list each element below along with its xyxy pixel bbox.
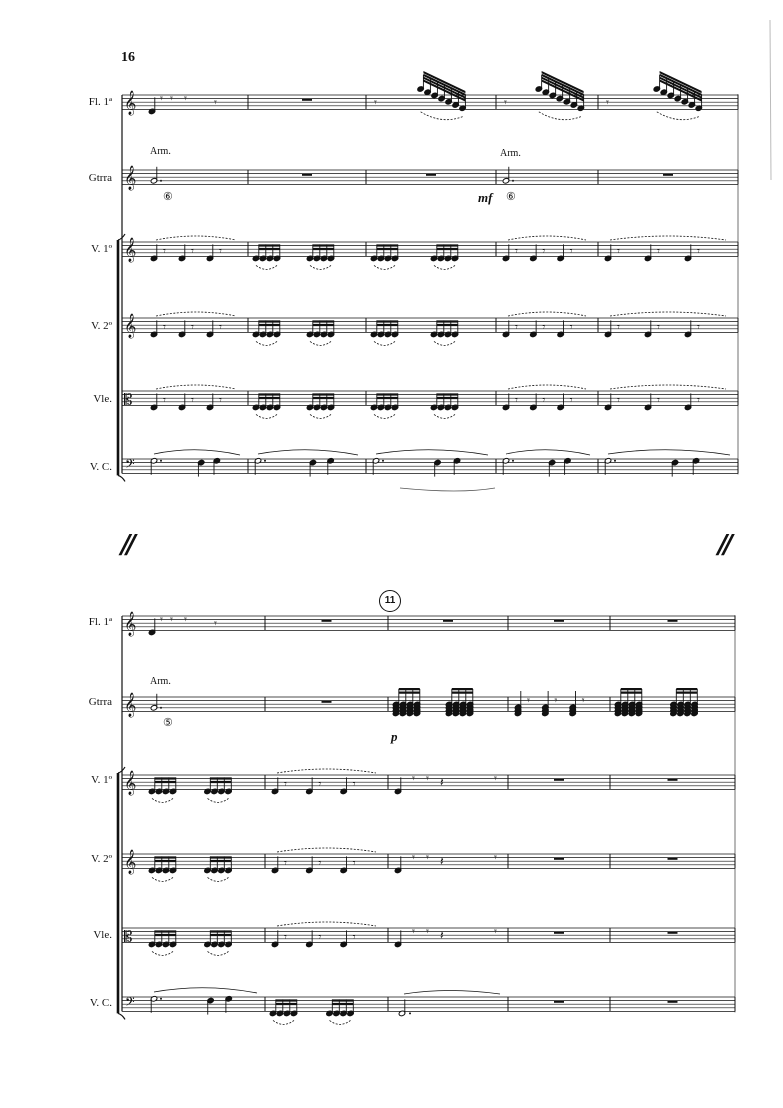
instrument-label-violin-2: V. 2º [91,320,112,332]
eighth-rest: 𝄾 [163,393,166,407]
slur [376,450,488,455]
eighth-rest: 𝄾 [581,694,585,708]
system-separator-right: // [718,530,729,560]
eighth-rest: 𝄾 [617,320,620,334]
beam [377,324,398,326]
beam [259,393,280,395]
slur [256,341,277,345]
slur [152,798,173,802]
whole-rest [302,174,312,176]
beam [452,688,473,690]
instrument-label-viola: Vle. [93,929,112,941]
eighth-rest: 𝄾 [542,244,546,258]
eighth-rest: 𝄾 [494,772,497,786]
treble-clef-icon: 𝄞 [124,90,137,115]
whole-rest [554,1001,564,1003]
slur [539,112,581,120]
eighth-rest: 𝄾 [318,856,322,870]
beam [210,934,231,936]
slur [434,265,455,269]
beam [437,393,458,395]
whole-rest [443,620,453,622]
slur [610,385,726,389]
eighth-rest: 𝄾 [184,92,187,106]
eighth-rest: 𝄾 [412,851,415,865]
slur [421,112,463,120]
slur [156,312,236,316]
slur [506,450,590,455]
beam [676,688,697,690]
eighth-rest: 𝄾 [219,244,222,258]
eighth-rest: 𝄾 [374,95,377,109]
beam [377,393,398,395]
eighth-rest: 𝄾 [163,244,166,258]
dot [382,460,384,462]
beam [259,324,280,326]
slur [374,414,395,418]
treble-clef-icon: 𝄞 [124,611,137,636]
system-separator-left: // [121,530,132,560]
quarter-rest: 𝄽 [440,927,444,942]
slur [610,312,726,316]
guitar-string-number: ⑥ [163,191,173,203]
dot [614,460,616,462]
dynamic-marking: p [391,729,398,744]
slur [152,951,173,955]
whole-rest [554,620,564,622]
instrument-label-cello: V. C. [89,461,112,473]
slur [434,414,455,418]
beam [621,692,642,694]
slur [208,798,229,802]
eighth-rest: 𝄾 [412,772,415,786]
instrument-label-guitar: Gtrra [88,172,112,184]
beam [259,244,280,246]
beam [437,320,458,322]
eighth-rest: 𝄾 [697,320,700,334]
beam [377,397,398,399]
beam [155,856,176,858]
slur [208,877,229,881]
slur [374,341,395,345]
eighth-rest: 𝄾 [494,925,497,939]
whole-rest [554,932,564,934]
beam [155,934,176,936]
eighth-rest: 𝄾 [657,393,660,407]
beam [377,320,398,322]
alto-clef-icon: 𝄡 [124,927,133,946]
slur [208,951,229,955]
treble-clef-icon: 𝄞 [124,692,137,717]
whole-rest [663,174,673,176]
eighth-rest: 𝄾 [219,320,222,334]
eighth-rest: 𝄾 [504,95,507,109]
eighth-rest: 𝄾 [515,244,518,258]
slur [374,265,395,269]
treble-clef-icon: 𝄞 [124,237,137,262]
guitar-harmonic-marking: Arm. [500,148,521,159]
eighth-rest: 𝄾 [163,320,166,334]
eighth-rest: 𝄾 [318,930,322,944]
eighth-rest: 𝄾 [697,244,700,258]
slur [434,341,455,345]
eighth-rest: 𝄾 [515,320,518,334]
tie [404,991,500,995]
slur [310,265,331,269]
eighth-rest: 𝄾 [170,613,173,627]
treble-clef-icon: 𝄞 [124,770,137,795]
beam [437,397,458,399]
eighth-rest: 𝄾 [352,930,356,944]
eighth-rest: 𝄾 [160,92,163,106]
beam [210,930,231,932]
slur [277,922,376,926]
slur [508,312,586,316]
beam [332,1003,353,1005]
dot [512,460,514,462]
guitar-harmonic-marking: Arm. [150,676,171,687]
instrument-label-flute: Fl. 1ª [88,616,112,628]
beam [313,320,334,322]
slur [154,988,257,993]
beam [276,1003,297,1005]
slur [277,769,376,773]
beam [210,777,231,779]
slur [258,450,358,455]
beam [437,248,458,250]
eighth-rest: 𝄾 [515,393,518,407]
slur [156,236,236,240]
eighth-rest: 𝄾 [569,244,573,258]
eighth-rest: 𝄾 [191,320,194,334]
beam [155,777,176,779]
whole-rest [668,858,678,860]
beam [313,244,334,246]
eighth-rest: 𝄾 [191,244,194,258]
beam [452,692,473,694]
eighth-rest: 𝄾 [657,320,660,334]
eighth-rest: 𝄾 [617,393,620,407]
bracket-hook [118,1013,125,1019]
dot [264,460,266,462]
dot [160,707,162,709]
guitar-string-number: ⑥ [506,191,516,203]
eighth-rest: 𝄾 [657,244,660,258]
quarter-rest: 𝄽 [440,853,444,868]
slur [156,385,236,389]
eighth-rest: 𝄾 [412,925,415,939]
beam [155,930,176,932]
whole-rest [668,932,678,934]
bass-clef-icon: 𝄢 [125,456,135,475]
beam [437,324,458,326]
page-number: 16 [121,50,135,65]
treble-clef-icon: 𝄞 [124,313,137,338]
beam [210,856,231,858]
beam [210,860,231,862]
eighth-rest: 𝄾 [554,694,558,708]
whole-rest [668,779,678,781]
whole-rest [554,858,564,860]
instrument-label-violin-1: V. 1º [91,243,112,255]
beam [313,393,334,395]
whole-rest [322,701,332,703]
eighth-rest: 𝄾 [284,777,287,791]
whole-rest [668,620,678,622]
eighth-rest: 𝄾 [284,930,287,944]
slur [256,414,277,418]
slur [608,450,730,455]
dot [512,180,514,182]
eighth-rest: 𝄾 [214,616,217,630]
slur [610,236,726,240]
scan-stroke-mark [400,488,495,491]
eighth-rest: 𝄾 [284,856,287,870]
eighth-rest: 𝄾 [697,393,700,407]
eighth-rest: 𝄾 [542,393,546,407]
eighth-rest: 𝄾 [352,856,356,870]
instrument-label-flute: Fl. 1ª [88,96,112,108]
rehearsal-mark: 11 [379,590,401,612]
slur [152,877,173,881]
dot [409,1012,411,1014]
beam [259,397,280,399]
eighth-rest: 𝄾 [219,393,222,407]
dot [160,998,162,1000]
instrument-label-cello: V. C. [89,997,112,1009]
dot [160,180,162,182]
eighth-rest: 𝄾 [160,613,163,627]
eighth-rest: 𝄾 [527,694,530,708]
eighth-rest: 𝄾 [184,613,187,627]
beam [437,244,458,246]
slur [277,848,376,852]
beam [276,999,297,1001]
beam [399,688,420,690]
beam [399,692,420,694]
eighth-rest: 𝄾 [352,777,356,791]
slur [657,112,699,120]
beam [621,688,642,690]
eighth-rest: 𝄾 [426,925,429,939]
beam [313,248,334,250]
alto-clef-icon: 𝄡 [124,390,133,409]
eighth-rest: 𝄾 [214,95,217,109]
beam [313,397,334,399]
eighth-rest: 𝄾 [569,320,573,334]
beam [259,248,280,250]
slur [273,1020,294,1024]
whole-rest [554,779,564,781]
scan-edge-mark [770,20,771,180]
slur [330,1020,351,1024]
beam [676,692,697,694]
dot [160,460,162,462]
guitar-string-number: ⑤ [163,717,173,729]
eighth-rest: 𝄾 [494,851,497,865]
slur [310,414,331,418]
whole-rest [426,174,436,176]
eighth-rest: 𝄾 [318,777,322,791]
slur [310,341,331,345]
instrument-label-violin-2: V. 2º [91,853,112,865]
quarter-rest: 𝄽 [440,774,444,789]
beam [332,999,353,1001]
treble-clef-icon: 𝄞 [124,849,137,874]
beam [155,781,176,783]
eighth-rest: 𝄾 [426,851,429,865]
eighth-rest: 𝄾 [606,95,609,109]
eighth-rest: 𝄾 [426,772,429,786]
whole-rest [302,99,312,101]
slur [256,265,277,269]
beam [377,244,398,246]
guitar-harmonic-marking: Arm. [150,146,171,157]
bracket-hook [118,475,125,481]
whole-rest [322,620,332,622]
slur [508,385,586,389]
instrument-label-violin-1: V. 1º [91,774,112,786]
eighth-rest: 𝄾 [569,393,573,407]
eighth-rest: 𝄾 [542,320,546,334]
treble-clef-icon: 𝄞 [124,165,137,190]
beam [155,860,176,862]
dynamic-marking: mf [478,190,493,205]
instrument-label-viola: Vle. [93,393,112,405]
beam [259,320,280,322]
instrument-label-guitar: Gtrra [88,696,112,708]
slur [508,236,586,240]
slur [154,450,240,455]
eighth-rest: 𝄾 [617,244,620,258]
eighth-rest: 𝄾 [191,393,194,407]
beam [377,248,398,250]
bass-clef-icon: 𝄢 [125,994,135,1013]
beam [313,324,334,326]
beam [210,781,231,783]
whole-rest [668,1001,678,1003]
eighth-rest: 𝄾 [170,92,173,106]
